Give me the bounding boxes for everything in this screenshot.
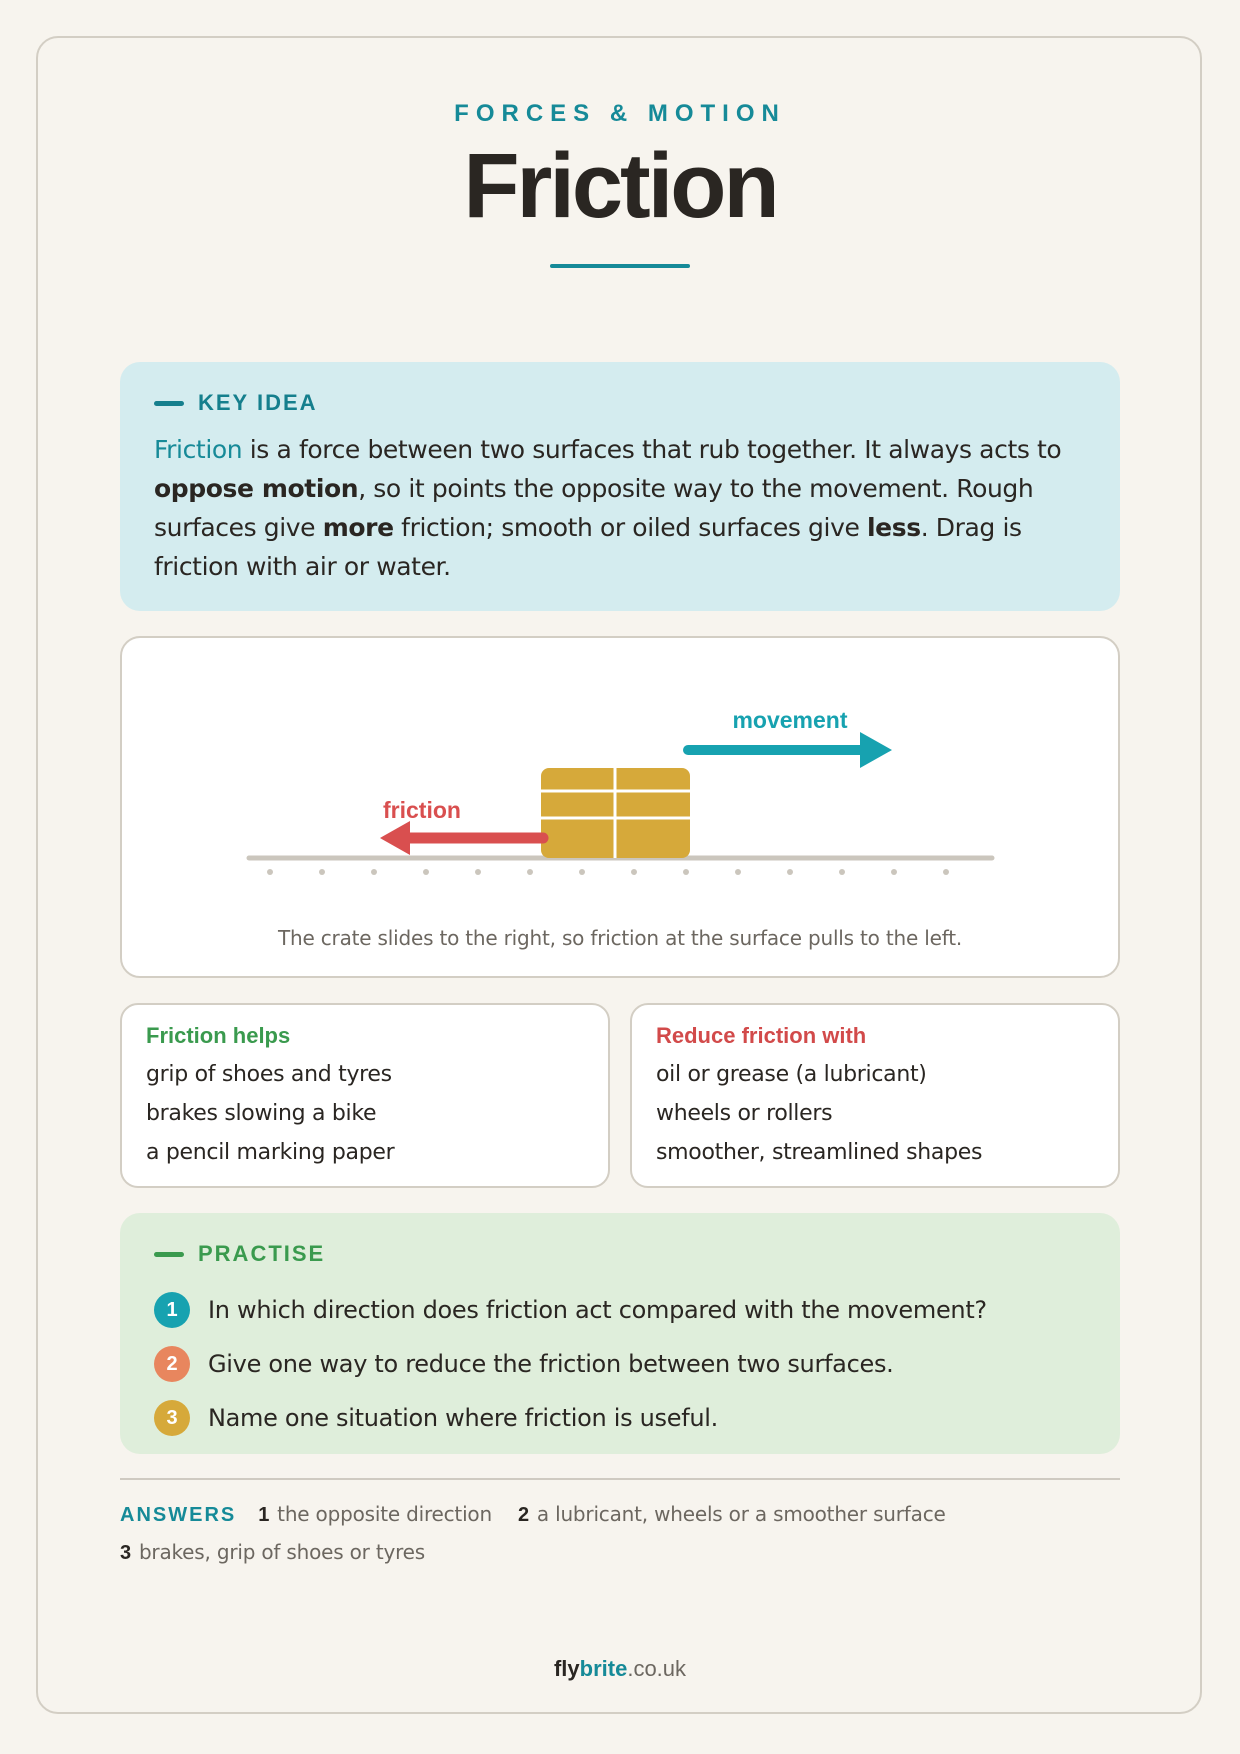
key-emphasis: more <box>322 513 394 542</box>
key-idea-panel <box>120 362 1120 611</box>
list-item: a pencil marking paper <box>146 1140 395 1165</box>
ground-dots <box>267 869 949 875</box>
list-item: oil or grease (a lubricant) <box>656 1062 927 1087</box>
key-idea-heading: KEY IDEA <box>198 390 318 415</box>
ground-dot <box>943 869 949 875</box>
question-text: Name one situation where friction is useful. <box>208 1404 718 1432</box>
ground-dot <box>787 869 793 875</box>
question-text: Give one way to reduce the friction between two surfaces. <box>208 1350 894 1378</box>
key-idea-text <box>154 430 1086 586</box>
diagram-caption: The crate slides to the right, so friction at the surface pulls to the left. <box>278 926 962 950</box>
question-list <box>154 1283 1086 1445</box>
friction-helps-title: Friction helps <box>146 1023 291 1048</box>
movement-arrow <box>688 732 892 768</box>
page-title: Friction <box>463 135 777 237</box>
dash-icon <box>154 1252 184 1257</box>
friction-arrow-head <box>380 821 410 855</box>
list-item: wheels or rollers <box>656 1101 833 1126</box>
key-text-part: , so it points the opposite way to the movement. Rough surfaces give <box>154 474 1034 542</box>
practise-panel <box>120 1213 1120 1454</box>
friction-diagram <box>120 636 1120 978</box>
list-item: brakes slowing a bike <box>146 1101 377 1126</box>
ground-dot <box>891 869 897 875</box>
key-emphasis: less <box>867 513 921 542</box>
brand-part: brite <box>579 1656 628 1681</box>
answer-text: a lubricant, wheels or a smoother surface <box>536 1502 946 1526</box>
question-number-badge: 1 <box>154 1292 190 1328</box>
ground-dot <box>319 869 325 875</box>
answer-text: the opposite direction <box>277 1502 492 1526</box>
ground-dot <box>267 869 273 875</box>
footer-brand[interactable] <box>0 1656 1240 1682</box>
ground-dot <box>475 869 481 875</box>
ground-dot <box>735 869 741 875</box>
answer-number: 2 <box>517 1504 529 1526</box>
answer-number: 3 <box>120 1542 131 1564</box>
answer-text: brakes, grip of shoes or tyres <box>138 1540 425 1564</box>
answers-section <box>120 1496 1120 1572</box>
key-term: Friction <box>154 435 243 464</box>
list-item: grip of shoes and tyres <box>146 1062 392 1087</box>
answers-label: ANSWERS <box>120 1504 237 1526</box>
ground-dot <box>839 869 845 875</box>
answers-divider <box>120 1478 1120 1480</box>
friction-helps-card <box>120 1003 610 1188</box>
movement-label: movement <box>732 707 848 733</box>
ground-dot <box>579 869 585 875</box>
question-number-badge: 3 <box>154 1400 190 1436</box>
friction-arrow <box>380 821 543 855</box>
title-underline <box>550 264 690 268</box>
movement-arrow-head <box>860 732 892 768</box>
key-text-part: . Drag is friction with air or water. <box>154 513 1022 581</box>
key-idea-header <box>154 390 1086 416</box>
ground-dot <box>683 869 689 875</box>
practise-heading: PRACTISE <box>198 1241 326 1266</box>
question-row <box>154 1283 1086 1337</box>
question-row <box>154 1337 1086 1391</box>
reduce-friction-title: Reduce friction with <box>656 1023 867 1048</box>
question-number-badge: 2 <box>154 1346 190 1382</box>
answer-number: 1 <box>258 1504 270 1526</box>
brand-part: fly <box>553 1656 580 1681</box>
crate <box>541 768 690 858</box>
question-text: In which direction does friction act compared with the movement? <box>208 1296 987 1324</box>
topic-eyebrow: FORCES & MOTION <box>454 100 786 127</box>
ground-dot <box>631 869 637 875</box>
practise-header <box>154 1241 1086 1267</box>
ground-dot <box>423 869 429 875</box>
friction-label: friction <box>383 797 461 823</box>
question-row <box>154 1391 1086 1445</box>
dash-icon <box>154 401 184 406</box>
key-text-part: is a force between two surfaces that rub together. It always acts to <box>242 435 1062 464</box>
ground-dot <box>371 869 377 875</box>
reduce-friction-card <box>630 1003 1120 1188</box>
key-emphasis: oppose motion <box>154 474 359 503</box>
key-text-part: friction; smooth or oiled surfaces give <box>393 513 867 542</box>
ground-dot <box>527 869 533 875</box>
brand-domain: .co.uk <box>627 1656 687 1681</box>
list-item: smoother, streamlined shapes <box>656 1140 983 1165</box>
